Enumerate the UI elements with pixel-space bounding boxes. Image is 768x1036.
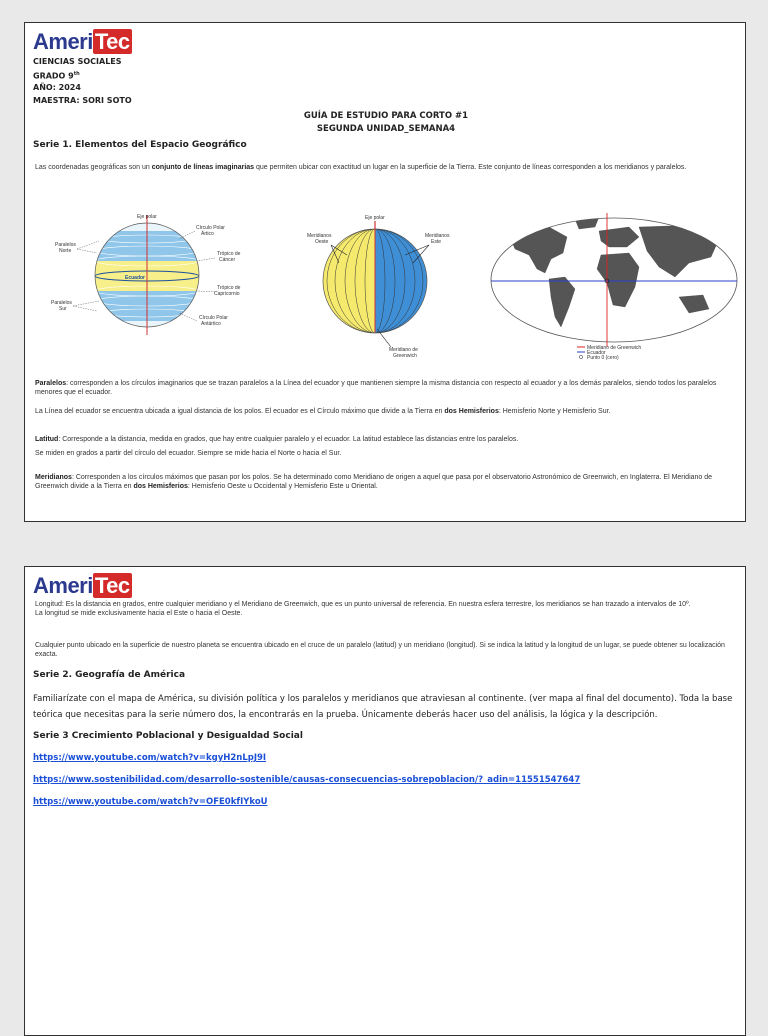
fig2-label: Meridiano de	[389, 347, 418, 353]
fig1-label: Paralelos	[55, 242, 76, 248]
fig3-legend-greenwich: Meridiano de Greenwich	[587, 345, 642, 351]
longitud-paragraph: Longitud: Es la distancia en grados, entre cualquier meridiano y el Meridiano de Greenwich, que es un punto universal de referencia. En nuestra esfera terrestre, los meridianos se han trazado a intervalos de 10º. La longitud se mide exclusivamente hacia el Este o hacia el Oeste.	[35, 601, 691, 617]
serie-2-heading: Serie 2. Geografía de América	[33, 670, 186, 680]
fig1-label: Capricornio	[214, 291, 240, 297]
intro-paragraph: Las coordenadas geográficas son un conjunto de líneas imaginarias que permiten ubicar con exactitud un lugar en la superficie de la Tierra. Este conjunto de líneas corresponden a los meridianos y paralelos.	[35, 164, 687, 171]
fig2-label: Meridianos	[425, 233, 450, 239]
document-page-2	[24, 566, 746, 1036]
parallels-globe-figure	[29, 209, 259, 349]
fig1-ecuador-label: Ecuador	[125, 275, 146, 281]
header-year: AÑO: 2024	[33, 83, 81, 92]
guide-title: GUÍA DE ESTUDIO PARA CORTO #1	[303, 111, 469, 121]
fig1-label: Paralelos	[51, 300, 72, 306]
paralelos-paragraph: Paralelos: corresponden a los círculos imaginarios que se trazan paralelos a la Línea del ecuador y que mantienen siempre la misma distancia con respecto al ecuador y a los demás paralelos, siendo todos los paralelos menores que el ecuador.	[35, 380, 717, 396]
fig2-label: Meridianos	[307, 233, 332, 239]
fig1-label: Antártico	[201, 321, 221, 327]
fig1-label: Trópico de	[217, 251, 241, 257]
fig1-eje-polar-label: Eje polar	[137, 214, 157, 220]
resource-link-2[interactable]: https://www.sostenibilidad.com/desarrollo-sostenible/causas-consecuencias-sobrepoblacion/?_adin=11551547647	[33, 775, 581, 785]
fig2-label: Greenwich	[393, 353, 417, 359]
guide-subtitle: SEGUNDA UNIDAD_SEMANA4	[316, 124, 456, 134]
fig1-label: Trópico de	[217, 285, 241, 291]
serie-2-paragraph: Familiarízate con el mapa de América, su división política y los paralelos y meridianos que atraviesan al continente. (ver mapa al final del documento). Toda la base teórica que necesitas para la serie número dos, la encontrarás en la prueba. Únicamente deberás hacer uso del análisis, la lógica y la descripción.	[33, 694, 733, 720]
fig3-legend-ecuador: Ecuador	[587, 350, 606, 356]
fig2-eje-polar-label: Eje polar	[365, 215, 385, 221]
fig1-label: Norte	[59, 248, 72, 254]
header-grade: GRADO 9th	[33, 71, 80, 81]
meridians-globe-figure	[293, 209, 473, 359]
fig1-label: Ártico	[201, 231, 214, 237]
fig2-label: Este	[431, 239, 442, 245]
world-map-figure	[489, 207, 739, 367]
meridianos-paragraph: Meridianos: Corresponden a los círculos máximos que pasan por los polos. Se ha determinado como Meridiano de origen a aquel que pasa por el observatorio Astronómico de Greenwich, en Inglaterra. El Meridiano de Greenwich divide a la Tierra en dos Hemisferios: Hemisferio Oeste u Occidental y Hemisferio Este u Oriental.	[35, 474, 713, 490]
amertec-logo: AmeriTec	[33, 29, 130, 54]
resource-link-3[interactable]: https://www.youtube.com/watch?v=OFE0kfIYkoU	[33, 797, 268, 807]
amertec-logo: AmeriTec	[33, 573, 130, 598]
serie-1-heading: Serie 1. Elementos del Espacio Geográfico	[33, 140, 247, 150]
fig1-label: Círculo Polar	[199, 315, 228, 321]
fig1-label: Cáncer	[219, 257, 236, 263]
document-page-1	[24, 22, 746, 522]
fig1-label: Sur	[59, 306, 67, 312]
fig3-legend-punto-cero: Punto 0 (cero)	[587, 355, 619, 361]
fig1-label: Círculo Polar	[196, 225, 225, 231]
ecuador-paragraph: La Línea del ecuador se encuentra ubicada a igual distancia de los polos. El ecuador es el Círculo máximo que divide a la Tierra en dos Hemisferios: Hemisferio Norte y Hemisferio Sur.	[35, 408, 611, 415]
serie-3-heading: Serie 3 Crecimiento Poblacional y Desigualdad Social	[33, 731, 303, 741]
header-teacher: MAESTRA: SORI SOTO	[33, 96, 132, 105]
localizacion-paragraph: Cualquier punto ubicado en la superficie de nuestro planeta se encuentra ubicado en el cruce de un paralelo (latitud) y un meridiano (longitud). Si se indica la latitud y la longitud de un lugar, se puede obtener su localización exacta.	[35, 642, 725, 658]
latitud-paragraph: Latitud: Corresponde a la distancia, medida en grados, que hay entre cualquier paralelo y el ecuador. La latitud establece las distancias entre los paralelos.	[35, 436, 519, 443]
resource-link-1[interactable]: https://www.youtube.com/watch?v=kgyH2nLpJ9I	[33, 753, 267, 763]
header-subject: CIENCIAS SOCIALES	[33, 57, 122, 66]
latitud-paragraph-2: Se miden en grados a partir del círculo del ecuador. Siempre se mide hacia el Norte o hacia el Sur.	[35, 450, 342, 457]
fig2-label: Oeste	[315, 239, 329, 245]
